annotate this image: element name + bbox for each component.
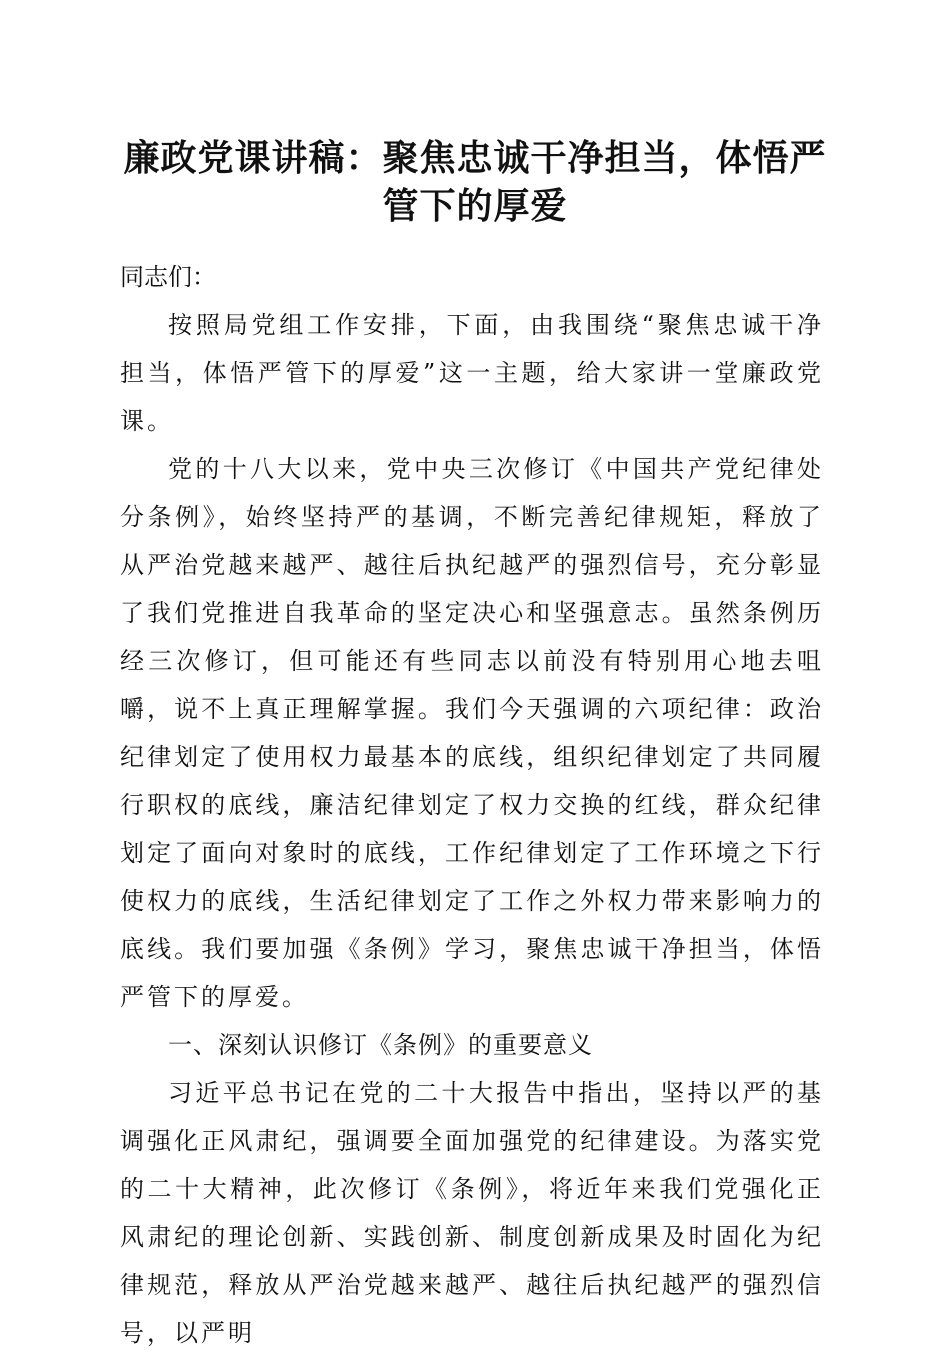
background-paragraph: 党的十八大以来，党中央三次修订《中国共产党纪律处分条例》，始终坚持严的基调，不断完善纪律规矩，释放了从严治党越来越严、越往后执纪越严的强烈信号，充分彰显了我们党推进自我革命的坚定决心和坚强意志。虽然条例历经三次修订，但可能还有些同志以前没有特别用心地去咀嚼，说不上真正理解掌握。我们今天强调的六项纪律：政治纪律划定了使用权力最基本的底线，组织纪律划定了共同履行职权的底线，廉洁纪律划定了权力交换的红线，群众纪律划定了面向对象时的底线，工作纪律划定了工作环境之下行使权力的底线，生活纪律划定了工作之外权力带来影响力的底线。我们要加强《条例》学习，聚焦忠诚干净担当，体悟严管下的厚爱。 xyxy=(120,455,824,1011)
document-body xyxy=(120,253,824,1357)
section-heading: 一、深刻认识修订《条例》的重要意义 xyxy=(168,1031,593,1059)
document-title: 廉政党课讲稿：聚焦忠诚干净担当，体悟严管下的厚爱 xyxy=(123,137,827,227)
intro-paragraph: 按照局党组工作安排，下面，由我围绕“聚焦忠诚干净担当，体悟严管下的厚爱”这一主题，给大家讲一堂廉政党课。 xyxy=(120,311,824,435)
section-paragraph: 习近平总书记在党的二十大报告中指出，坚持以严的基调强化正风肃纪，强调要全面加强党的纪律建设。为落实党的二十大精神，此次修订《条例》，将近年来我们党强化正风肃纪的理论创新、实践创新、制度创新成果及时固化为纪律规范，释放从严治党越来越严、越往后执纪越严的强烈信号，以严明 xyxy=(120,1079,824,1347)
salutation: 同志们： xyxy=(120,263,216,291)
